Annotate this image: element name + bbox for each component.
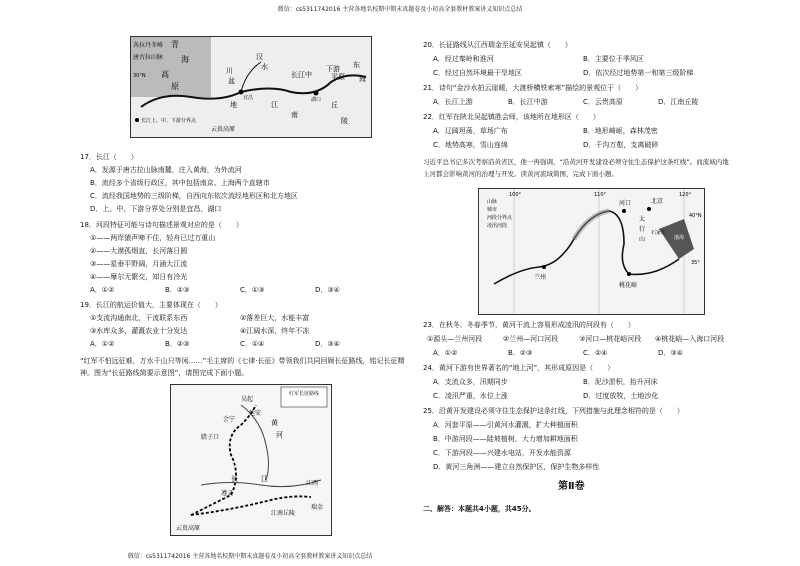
map3-label: 120° — [679, 192, 692, 198]
map1-label: 原 — [171, 82, 179, 91]
q20-options — [433, 70, 733, 77]
q24-option: A．支流众多，汛期同步 — [433, 378, 508, 386]
map1-legend: 长江上、中、下游分界点 — [141, 118, 197, 124]
page-footer: 微信：cs5311742016 主营各地名校期中期末真题卷及小初高全套教材教案讲义知识点总结 — [127, 553, 373, 560]
q23-option: A．①② — [433, 349, 458, 357]
map2-label: 瑞金 — [311, 504, 324, 511]
q20-option: A．经过秦岭和淮河 — [433, 55, 494, 63]
map2-label: 红军长征路线 — [289, 391, 320, 397]
q25-option: D．黄河三角洲——建立自然保护区，保护生物多样性 — [433, 463, 600, 471]
q21-option: C．云贵高原 — [583, 98, 623, 106]
q18-item: ③——星垂平野阔，月涌大江流 — [90, 260, 188, 268]
q18-option: C．①③ — [240, 286, 265, 294]
q23-item: ②兰州—河口河段 — [503, 335, 559, 343]
yellow-river-map — [478, 188, 705, 315]
map1-label: 高 — [161, 70, 169, 79]
q22-options — [433, 128, 733, 135]
map1-label: 唐古拉山脉 — [133, 54, 164, 61]
q24-options — [433, 379, 733, 386]
map1-label: 各拉丹冬峰 — [133, 42, 164, 49]
map2-label: 长 — [231, 475, 238, 483]
q24-options — [433, 393, 733, 400]
map3-label: 北京 — [651, 198, 664, 205]
q17-option: D．上、中、下游分界处分别是宜昌、湖口 — [90, 205, 222, 213]
map1-label: 宜昌 — [243, 95, 254, 101]
map1-label: 青 — [171, 40, 179, 49]
q18-option: B．②③ — [165, 286, 190, 294]
map2-label: 江南丘陵 — [271, 510, 296, 517]
map1-label: 地 — [230, 101, 237, 109]
page-header: 微信：cs5311742016 主营各地名校期中期末真题卷及小初高全套教材教案讲义知识点总结 — [277, 6, 523, 13]
map1-label: 海 — [181, 55, 189, 64]
q19-items — [90, 328, 390, 335]
map3-label: 城市 — [487, 207, 498, 213]
q23-items — [427, 336, 731, 343]
map1-label: 陵 — [341, 117, 348, 125]
q19-option: C．①④ — [240, 340, 265, 348]
q23-item: ③河口—桃花峪河段 — [579, 335, 642, 343]
map3-label: 山脉 — [487, 199, 498, 205]
q19-item: ①支流沟通南北，干流联系东西 — [90, 314, 188, 322]
q17-option: A．发源于唐古拉山脉南麓，注入黄海，为外流河 — [90, 166, 242, 174]
q23-item: ④桃花峪—入海口河段 — [655, 335, 725, 343]
map2-label: 黄 — [271, 419, 278, 427]
yangtze-map — [130, 36, 372, 138]
map3-label: 100° — [509, 192, 522, 198]
map3-label: 渤海 — [674, 235, 685, 241]
q22-option: C．地势高寒，雪山连绵 — [433, 141, 508, 149]
map3-label: 石家庄 — [651, 230, 667, 236]
map1-label: 江 — [271, 101, 278, 109]
q20-options — [433, 56, 733, 63]
q25-option: B．中游河段——陡坡植树，大力增加耕地面积 — [433, 435, 578, 443]
q21-options — [433, 99, 733, 106]
q24-option: C．凌汛严重，水位上涨 — [433, 392, 508, 400]
q17-option: C．流经我国地势的三级阶梯，自西向东依次流经地形区和北方地区 — [90, 192, 298, 200]
q23-option: B．②③ — [508, 349, 533, 357]
passage-long-march: “红军不怕远征难，万水千山只等闲……”毛主席的《七律·长征》带领我们共同回顾长征路线，铭记长征精神。图为“长征路线简要示意图”，请图完成下面小题。 — [80, 357, 405, 377]
map3-label: 35° — [691, 260, 700, 266]
q17-stem: 17．长江（ ） — [80, 153, 138, 161]
q19-stem: 19．长江的航运价值大，主要体现在（ ） — [80, 301, 222, 309]
map1-label: 云贵高原 — [211, 126, 236, 133]
q18-item: ④——摩尔无繁交，知日有冷光 — [90, 273, 188, 281]
q19-items — [90, 315, 390, 322]
q23-item: ①源头—兰州河段 — [427, 335, 483, 343]
q22-option: B．地形崎岖，森林茂密 — [583, 127, 658, 135]
map2-label: 吴起 — [241, 396, 254, 403]
q18-option: D．③④ — [315, 286, 340, 294]
q22-stem: 22．红军在陕北吴起镇胜会师，该地所在地形区（ ） — [423, 113, 600, 121]
q24-option: B．泥沙淤积，抬升河床 — [583, 378, 658, 386]
q20-option: B．主要位于季风区 — [583, 55, 644, 63]
map3-label: 行 — [639, 226, 646, 233]
map1-label: 海 — [359, 75, 366, 83]
map1-label: 南 — [291, 111, 298, 119]
q21-option: B．长江中游 — [508, 98, 548, 106]
long-march-map — [170, 384, 332, 536]
q20-option: C．经过自然环境最干旱地区 — [433, 69, 522, 77]
q18-option: A．①② — [90, 286, 115, 294]
q17-option: B．流经多个省级行政区，其中包括南京、上海两个直辖市 — [90, 179, 270, 187]
map2-label: 遵义 — [221, 490, 234, 497]
q24-option: D．过度放牧，土地沙化 — [583, 392, 659, 400]
q23-options — [433, 350, 733, 357]
map1-label: 平原 — [331, 73, 345, 81]
map3-label: 兰州 — [534, 274, 547, 281]
q18-item: ②——大漠孤烟直，长河落日圆 — [90, 247, 188, 255]
q20-option: D．依次经过地势第一和第三级阶梯 — [583, 69, 694, 77]
map2-label: 会宁 — [223, 416, 236, 423]
map1-label: 水 — [261, 63, 268, 71]
q23-option: C．②④ — [583, 349, 608, 357]
q22-option: D．千沟万壑，支离破碎 — [583, 141, 659, 149]
map3-label: 太 — [639, 216, 646, 223]
map2-label: 江西 — [306, 480, 319, 487]
q19-option: B．②③ — [165, 340, 190, 348]
q19-option: D．③④ — [315, 340, 340, 348]
q19-item: ③水库众多，灌溉农业十分发达 — [90, 327, 188, 335]
q25-stem: 25．沿黄开发建设必须守住生态保护这条红线，下列措施与此理念相符的是（ ） — [423, 407, 684, 415]
map1-label: 下游 — [326, 65, 340, 73]
map3-label: 110° — [594, 192, 607, 198]
q18-stem: 18．河段特征可能与诗句描述景观对应的是（ ） — [80, 221, 243, 229]
q22-option: A．辽阔坦荡，草场广布 — [433, 127, 508, 135]
map3-label: 山 — [639, 236, 646, 243]
passage-yellow-river: 习近平总书记多次考察沿黄省区，他一再强调，“沿黄河开发建设必须守住生态保护这条红线”。而流域内地上河都会影响黄河的治理与开发。读黄河流域简图，完成下面小题。 — [423, 158, 729, 178]
q19-options — [90, 341, 390, 348]
section-ii-title: 第Ⅱ卷 — [558, 481, 585, 492]
map1-label: 丘 — [331, 101, 338, 109]
map3-label: 40°N — [689, 213, 702, 219]
map3-label: 凌汛河段 — [487, 223, 508, 229]
q21-stem: 21．诗句“金沙水拍云崖暖，大渡桥横铁索寒”描绘的景观位于（ ） — [423, 84, 643, 92]
map1-label: 长江中 — [291, 71, 312, 79]
section-ii-instructions: 二、解答：本题共4小题，共45分。 — [423, 505, 536, 513]
q25-option: C．下游河段——兴建水电站，开发水能资源 — [433, 449, 571, 457]
q22-options — [433, 142, 733, 149]
map2-label: 江 — [261, 475, 268, 483]
q21-option: A．长江上游 — [433, 98, 473, 106]
q20-stem: 20．长征路线从江西瑞金至延安吴起镇（ ） — [423, 41, 572, 49]
q23-stem: 23．在秋冬、冬春季节，黄河干流上容易形成凌汛的河段有（ ） — [423, 321, 635, 329]
map2-label: 延安 — [249, 410, 262, 417]
q23-option: D．③④ — [658, 349, 683, 357]
map3-label: 桃花峪 — [619, 282, 638, 289]
map2-label: 云贵高原 — [176, 525, 201, 532]
map1-label: 30°N — [133, 73, 146, 79]
q18-item: ①——两岸猿声啼不住，轻舟已过万重山 — [90, 234, 216, 242]
q18-options — [90, 287, 390, 294]
q19-item: ④江阔水深，终年不冻 — [240, 327, 310, 335]
q25-option: A．河套平原——引黄河水灌溉，扩大种植面积 — [433, 421, 578, 429]
map1-label: 川 — [226, 67, 233, 75]
map2-label: 腊子口 — [201, 434, 220, 441]
map1-label: 盆 — [228, 77, 235, 85]
q19-option: A．①② — [90, 340, 115, 348]
map3-label: 河口 — [619, 200, 632, 207]
map1-label: 湖口 — [311, 97, 322, 103]
map1-label: 汉 — [256, 53, 263, 61]
q24-stem: 24．黄河下游有世界著名的“地上河”，其形成原因是（ ） — [423, 364, 615, 372]
map2-label: 河 — [276, 431, 283, 439]
q19-item: ②落差巨大，水能丰富 — [240, 314, 310, 322]
map1-label: 东 — [353, 61, 360, 69]
q21-option: D．江南丘陵 — [658, 98, 699, 106]
map3-label: 河段分界点 — [487, 215, 513, 221]
